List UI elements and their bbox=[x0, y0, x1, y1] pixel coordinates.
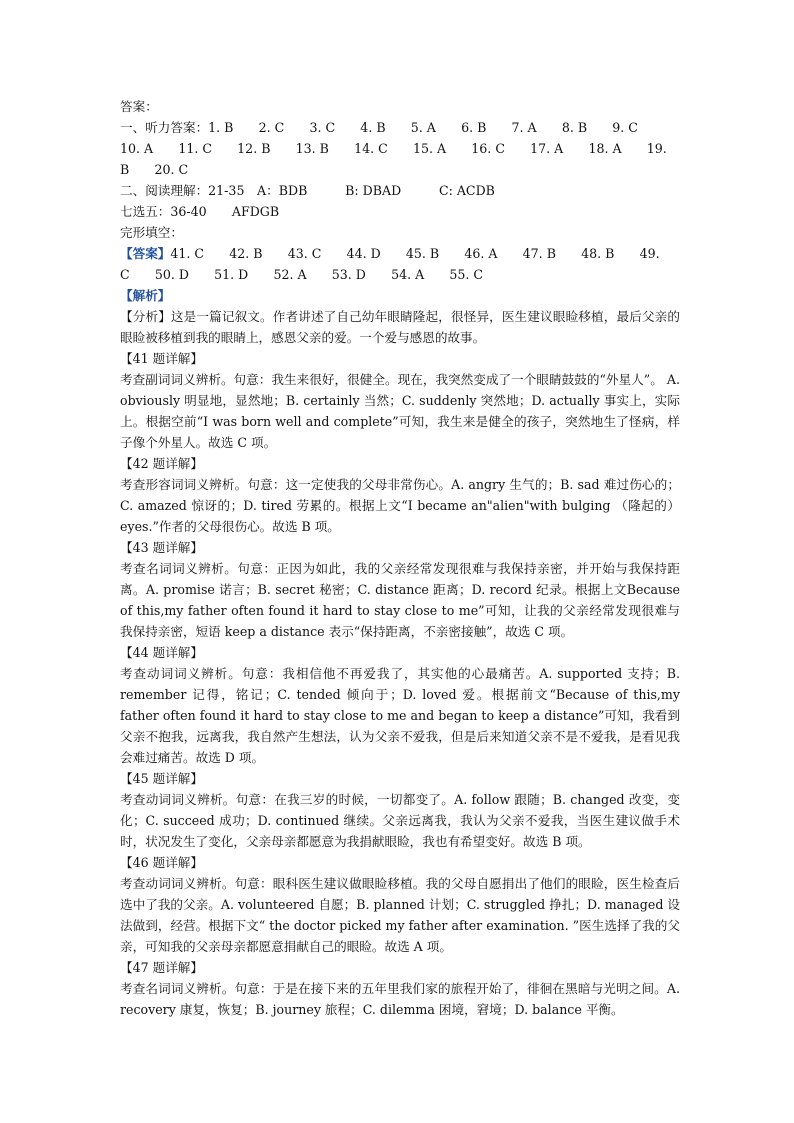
summary-paragraph bbox=[120, 306, 680, 348]
cloze-answers-text: 41. C 42. B 43. C 44. D 45. B 46. A 47. B 48. B 49. bbox=[170, 246, 660, 261]
cloze-answers-line-1 bbox=[120, 243, 680, 264]
cloze-header: 完形填空： bbox=[120, 225, 183, 240]
item-46-explanation: 考查动词词义辨析。句意：眼科医生建议做眼睑移植。我的父母自愿捐出了他们的眼睑，医生检查后选中了我的父亲。A. volunteered 自愿；B. planned 计划；C. struggled 挣扎；D. managed 设法做到，经营。根据下文“ the doctor picked my father after examination. ”医生选择了我的父亲，可知我的父亲母亲都愿意捐献自己的眼睑。故选 A 项。 bbox=[120, 876, 680, 954]
item-41-title: 【41 题详解】 bbox=[120, 351, 203, 366]
item-47-title: 【47 题详解】 bbox=[120, 960, 203, 975]
item-45-explanation: 考查动词词义辨析。句意：在我三岁的时候，一切都变了。A. follow 跟随；B. changed 改变，变化；C. succeed 成功；D. continued 继续。父亲远离我，我认为父亲不爱我，当医生建议做手术时，状况发生了变化，父亲母亲都愿意为我捐献眼睑，我也有希望变好。故选 B 项。 bbox=[120, 792, 680, 849]
item-43-explanation: 考查名词词义辨析。句意：正因为如此，我的父亲经常发现很难与我保持亲密，并开始与我保持距离。A. promise 诺言；B. secret 秘密；C. distance 距离；D. record 纪录。根据上文Because of this,my father often found it hard to stay close to me”可知，让我的父亲经常发现很难与我保持亲密，短语 keep a distance 表示“保持距离，不亲密接触”，故选 C 项。 bbox=[120, 561, 680, 639]
seven-choose-five-answers: 七选五：36-40 AFDGB bbox=[120, 204, 280, 219]
reading-answers: 二、阅读理解：21-35 A：BDB B: DBAD C: ACDB bbox=[120, 183, 495, 198]
item-43-title: 【43 题详解】 bbox=[120, 540, 203, 555]
item-44-title: 【44 题详解】 bbox=[120, 645, 203, 660]
summary-tag: 【分析】 bbox=[120, 309, 171, 324]
item-42-explanation: 考查形容词词义辨析。句意：这一定使我的父母非常伤心。A. angry 生气的；B. sad 难过伤心的；C. amazed 惊讶的；D. tired 劳累的。根据上文“I became an"alien"with bulging （隆起的） eyes.”作者的父母很伤心。故选 B 项。 bbox=[120, 477, 680, 534]
answer-tag: 【答案】 bbox=[120, 246, 171, 261]
cloze-answers-line-2: C 50. D 51. D 52. A 53. D 54. A 55. C bbox=[120, 267, 484, 282]
item-45-title: 【45 题详解】 bbox=[120, 771, 203, 786]
document-page bbox=[120, 96, 680, 1020]
item-47-explanation: 考查名词词义辨析。句意：于是在接下来的五年里我们家的旅程开始了，徘徊在黑暗与光明之间。A. recovery 康复，恢复；B. journey 旅程；C. dilemma 困境，窘境；D. balance 平衡。 bbox=[120, 981, 680, 1017]
listening-answers-line-1: 一、听力答案：1. B 2. C 3. C 4. B 5. A 6. B 7. A 8. B 9. C bbox=[120, 120, 638, 135]
item-41-explanation: 考查副词词义辨析。句意：我生来很好，很健全。现在，我突然变成了一个眼睛鼓鼓的“外星人”。 A. obviously 明显地，显然地；B. certainly 当然；C. suddenly 突然地；D. actually 事实上，实际上。根据空前“I was born well and complete”可知，我生来是健全的孩子，突然地生了怪病，样子像个外星人。故选 C 项。 bbox=[120, 372, 680, 450]
analysis-tag: 【解析】 bbox=[120, 288, 171, 303]
summary-text: 这是一篇记叙文。作者讲述了自己幼年眼睛隆起，很怪异，医生建议眼睑移植，最后父亲的眼睑被移植到我的眼睛上，感恩父亲的爱。一个爱与感恩的故事。 bbox=[120, 309, 681, 345]
item-46-title: 【46 题详解】 bbox=[120, 855, 203, 870]
listening-answers-line-2: 10. A 11. C 12. B 13. B 14. C 15. A 16. C 17. A 18. A 19. bbox=[120, 141, 667, 156]
answer-header: 答案： bbox=[120, 99, 158, 114]
item-42-title: 【42 题详解】 bbox=[120, 456, 203, 471]
listening-answers-line-3: B 20. C bbox=[120, 162, 189, 177]
item-44-explanation: 考查动词词义辨析。句意：我相信他不再爱我了，其实他的心最痛苦。A. supported 支持；B. remember 记得，铭记；C. tended 倾向于；D. loved 爱。根据前文“Because of this,my father often found it hard to stay close to me and began to keep a distance”可知，我看到父亲不抱我，远离我，我自然产生想法，认为父亲不爱我，但是后来知道父亲不是不爱我，是看见我会难过痛苦。故选 D 项。 bbox=[120, 666, 680, 765]
